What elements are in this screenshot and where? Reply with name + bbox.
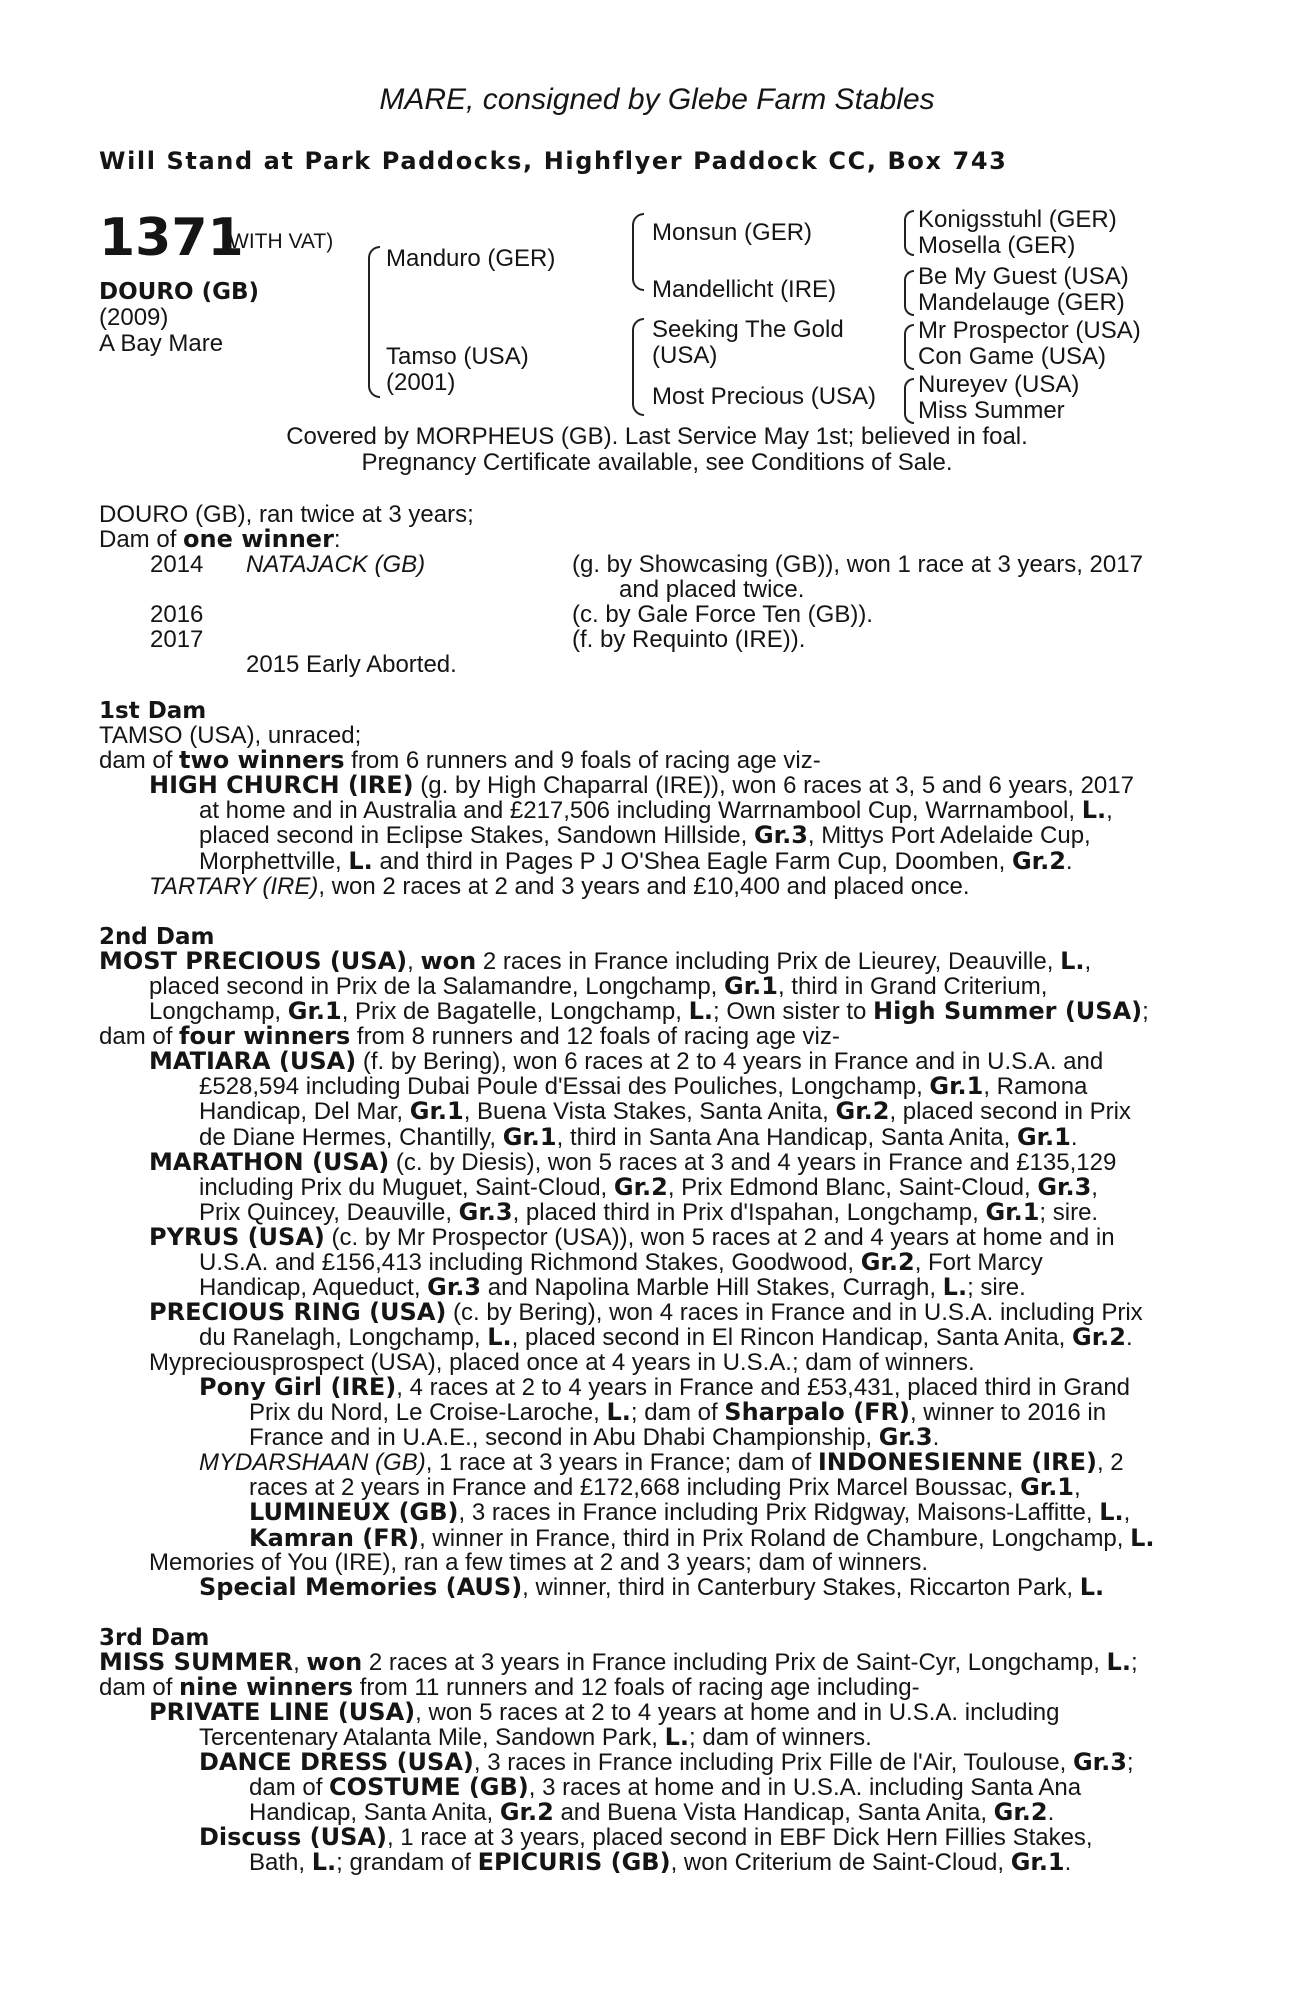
produce-year: 2016 — [150, 601, 204, 628]
produce-aborted: 2015 Early Aborted. — [246, 651, 457, 678]
pedigree-dam-year: (2001) — [386, 369, 456, 396]
mydarshaan-entry-cont: races at 2 years in France and £172,668 including Prix Marcel Boussac, Gr.1, LUMINEUX (GB), 3 races in France including Prix Ridgway, Maisons-Laffitte, L., Kamran (FR), winner in France, third in Prix Roland de Chambure, Longchamp, L. — [249, 1473, 1155, 1552]
pregnancy-note: Pregnancy Certificate available, see Conditions of Sale. — [361, 449, 953, 476]
produce-detail: (f. by Requinto (IRE)). — [572, 626, 806, 653]
precious-ring-entry: PRECIOUS RING (USA) (c. by Bering), won 4 races in France and in U.S.A. including Prix — [149, 1298, 1143, 1326]
pedigree-dss: Mr Prospector (USA) — [918, 317, 1141, 344]
produce-name: NATAJACK (GB) — [246, 551, 426, 578]
third-dam-heading: 3rd Dam — [99, 1625, 210, 1651]
brace-gen3-1 — [904, 210, 914, 256]
produce-detail-cont: and placed twice. — [619, 576, 805, 603]
pyrus-entry: PYRUS (USA) (c. by Mr Prospector (USA)), won 5 races at 2 and 4 years at home and in — [149, 1223, 1115, 1251]
pedigree-sss: Konigsstuhl (GER) — [918, 206, 1117, 233]
pedigree-sdd: Mandelauge (GER) — [918, 289, 1125, 316]
private-line-entry: PRIVATE LINE (USA), won 5 races at 2 to 4 years at home and in U.S.A. including — [149, 1698, 1060, 1726]
pedigree-ddd: Miss Summer — [918, 397, 1065, 424]
first-dam-heading: 1st Dam — [99, 698, 207, 724]
produce-intro: DOURO (GB), ran twice at 3 years; — [99, 501, 474, 528]
mare-year: (2009) — [99, 304, 169, 331]
tartary-entry: TARTARY (IRE), won 2 races at 2 and 3 years and £10,400 and placed once. — [149, 873, 970, 900]
dance-dress-entry: DANCE DRESS (USA), 3 races in France including Prix Fille de l'Air, Toulouse, Gr.3; — [199, 1748, 1134, 1776]
produce-detail: (g. by Showcasing (GB)), won 1 race at 3 years, 2017 — [572, 551, 1143, 578]
stand-location: Will Stand at Park Paddocks, Highflyer Paddock CC, Box 743 — [99, 147, 1008, 175]
matiara-entry-cont: £528,594 including Dubai Poule d'Essai des Pouliches, Longchamp, Gr.1, Ramona Handicap, Del Mar, Gr.1, Buena Vista Stakes, Santa Anita, Gr.2, placed second in Prix de Diane Hermes, Chantilly, Gr.1, third in Santa Ana Handicap, Santa Anita, Gr.1. — [199, 1072, 1131, 1151]
first-dam-text: TAMSO (USA), unraced; dam of two winners from 6 runners and 9 foals of racing age viz- — [99, 722, 821, 775]
high-church-entry: HIGH CHURCH (IRE) (g. by High Chaparral (IRE)), won 6 races at 3, 5 and 6 years, 2017 — [149, 771, 1134, 799]
pedigree-dam: Tamso (USA) — [386, 343, 529, 370]
pedigree-sire-sire: Monsun (GER) — [652, 219, 813, 246]
brace-gen3-3 — [904, 324, 914, 370]
lot-number: 1371 — [99, 208, 244, 268]
special-memories-entry: Special Memories (AUS), winner, third in Canterbury Stakes, Riccarton Park, L. — [199, 1573, 1105, 1601]
brace-gen2-sire — [632, 213, 644, 291]
pedigree-dam-sire: Seeking The Gold — [652, 316, 844, 343]
pedigree-sire: Manduro (GER) — [386, 245, 556, 272]
discuss-entry-cont: Bath, L.; grandam of EPICURIS (GB), won Criterium de Saint-Cloud, Gr.1. — [249, 1848, 1072, 1876]
produce-detail: (c. by Gale Force Ten (GB)). — [572, 601, 873, 628]
produce-dam-of: Dam of one winner: — [99, 525, 341, 553]
pedigree-dds: Nureyev (USA) — [918, 371, 1080, 398]
pedigree-sire-dam: Mandellicht (IRE) — [652, 276, 837, 303]
mypreciousprospect-entry: Mypreciousprospect (USA), placed once at 4 years in U.S.A.; dam of winners. — [149, 1349, 975, 1376]
mare-description: A Bay Mare — [99, 330, 224, 357]
pedigree-dsd: Con Game (USA) — [918, 343, 1107, 370]
private-line-entry-cont: Tercentenary Atalanta Mile, Sandown Park, L.; dam of winners. — [199, 1723, 872, 1751]
pony-girl-entry: Pony Girl (IRE), 4 races at 2 to 4 years in France and £53,431, placed third in Grand — [199, 1373, 1131, 1401]
memories-entry: Memories of You (IRE), ran a few times at 2 and 3 years; dam of winners. — [149, 1549, 929, 1576]
high-church-entry-cont: at home and in Australia and £217,506 including Warrnambool Cup, Warrnambool, L., placed second in Eclipse Stakes, Sandown Hillside, Gr.3, Mittys Port Adelaide Cup, Morphettville, L. and third in Pages P J O'Shea Eagle Farm Cup, Doomben, Gr.2. — [199, 796, 1113, 875]
pedigree-dam-sire-origin: (USA) — [652, 342, 718, 369]
produce-year: 2014 — [150, 551, 204, 578]
matiara-entry: MATIARA (USA) (f. by Bering), won 6 races at 2 to 4 years in France and in U.S.A. and — [149, 1047, 1104, 1075]
most-precious-dam-of: dam of four winners from 8 runners and 12 foals of racing age viz- — [99, 1022, 840, 1050]
brace-gen3-4 — [904, 378, 914, 424]
produce-year: 2017 — [150, 626, 204, 653]
miss-summer-entry: MISS SUMMER, won 2 races at 3 years in France including Prix de Saint-Cyr, Longchamp, L.; dam of nine winners from 11 runners and 12 foals of racing age including- — [99, 1648, 1138, 1702]
brace-gen1 — [368, 246, 380, 398]
most-precious-entry: MOST PRECIOUS (USA), won 2 races in France including Prix de Lieurey, Deauville, L., — [99, 947, 1092, 975]
discuss-entry: Discuss (USA), 1 race at 3 years, placed second in EBF Dick Hern Fillies Stakes, — [199, 1823, 1093, 1851]
pedigree-sds: Be My Guest (USA) — [918, 263, 1129, 290]
mare-name: DOURO (GB) — [99, 279, 260, 305]
covered-note: Covered by MORPHEUS (GB). Last Service May 1st; believed in foal. — [286, 423, 1028, 450]
vat-note: (WITH VAT) — [222, 230, 334, 253]
brace-gen2-dam — [632, 318, 644, 416]
brace-gen3-2 — [904, 270, 914, 316]
mydarshaan-entry: MYDARSHAAN (GB), 1 race at 3 years in France; dam of INDONESIENNE (IRE), 2 — [199, 1448, 1124, 1476]
page-title: MARE, consigned by Glebe Farm Stables — [379, 83, 935, 116]
pedigree-dam-dam: Most Precious (USA) — [652, 383, 877, 410]
marathon-entry: MARATHON (USA) (c. by Diesis), won 5 races at 3 and 4 years in France and £135,129 — [149, 1148, 1117, 1176]
marathon-entry-cont: including Prix du Muguet, Saint-Cloud, Gr.2, Prix Edmond Blanc, Saint-Cloud, Gr.3, Prix Quincey, Deauville, Gr.3, placed third in Prix d'Ispahan, Longchamp, Gr.1; sire. — [199, 1173, 1099, 1227]
dance-dress-entry-cont: dam of COSTUME (GB), 3 races at home and in U.S.A. including Santa Ana Handicap, Santa Anita, Gr.2 and Buena Vista Handicap, Santa Anita, Gr.2. — [249, 1773, 1082, 1827]
pyrus-entry-cont: U.S.A. and £156,413 including Richmond Stakes, Goodwood, Gr.2, Fort Marcy Handicap, Aqueduct, Gr.3 and Napolina Marble Hill Stakes, Curragh, L.; sire. — [199, 1248, 1043, 1302]
most-precious-entry-cont: placed second in Prix de la Salamandre, Longchamp, Gr.1, third in Grand Criterium, Longchamp, Gr.1, Prix de Bagatelle, Longchamp, L.; Own sister to High Summer (USA); — [149, 972, 1149, 1026]
precious-ring-entry-cont: du Ranelagh, Longchamp, L., placed second in El Rincon Handicap, Santa Anita, Gr.2. — [199, 1323, 1133, 1351]
pedigree-ssd: Mosella (GER) — [918, 232, 1076, 259]
pony-girl-entry-cont: Prix du Nord, Le Croise-Laroche, L.; dam of Sharpalo (FR), winner to 2016 in France and in U.A.E., second in Abu Dhabi Championship, Gr.3. — [249, 1398, 1107, 1452]
second-dam-heading: 2nd Dam — [99, 924, 215, 950]
